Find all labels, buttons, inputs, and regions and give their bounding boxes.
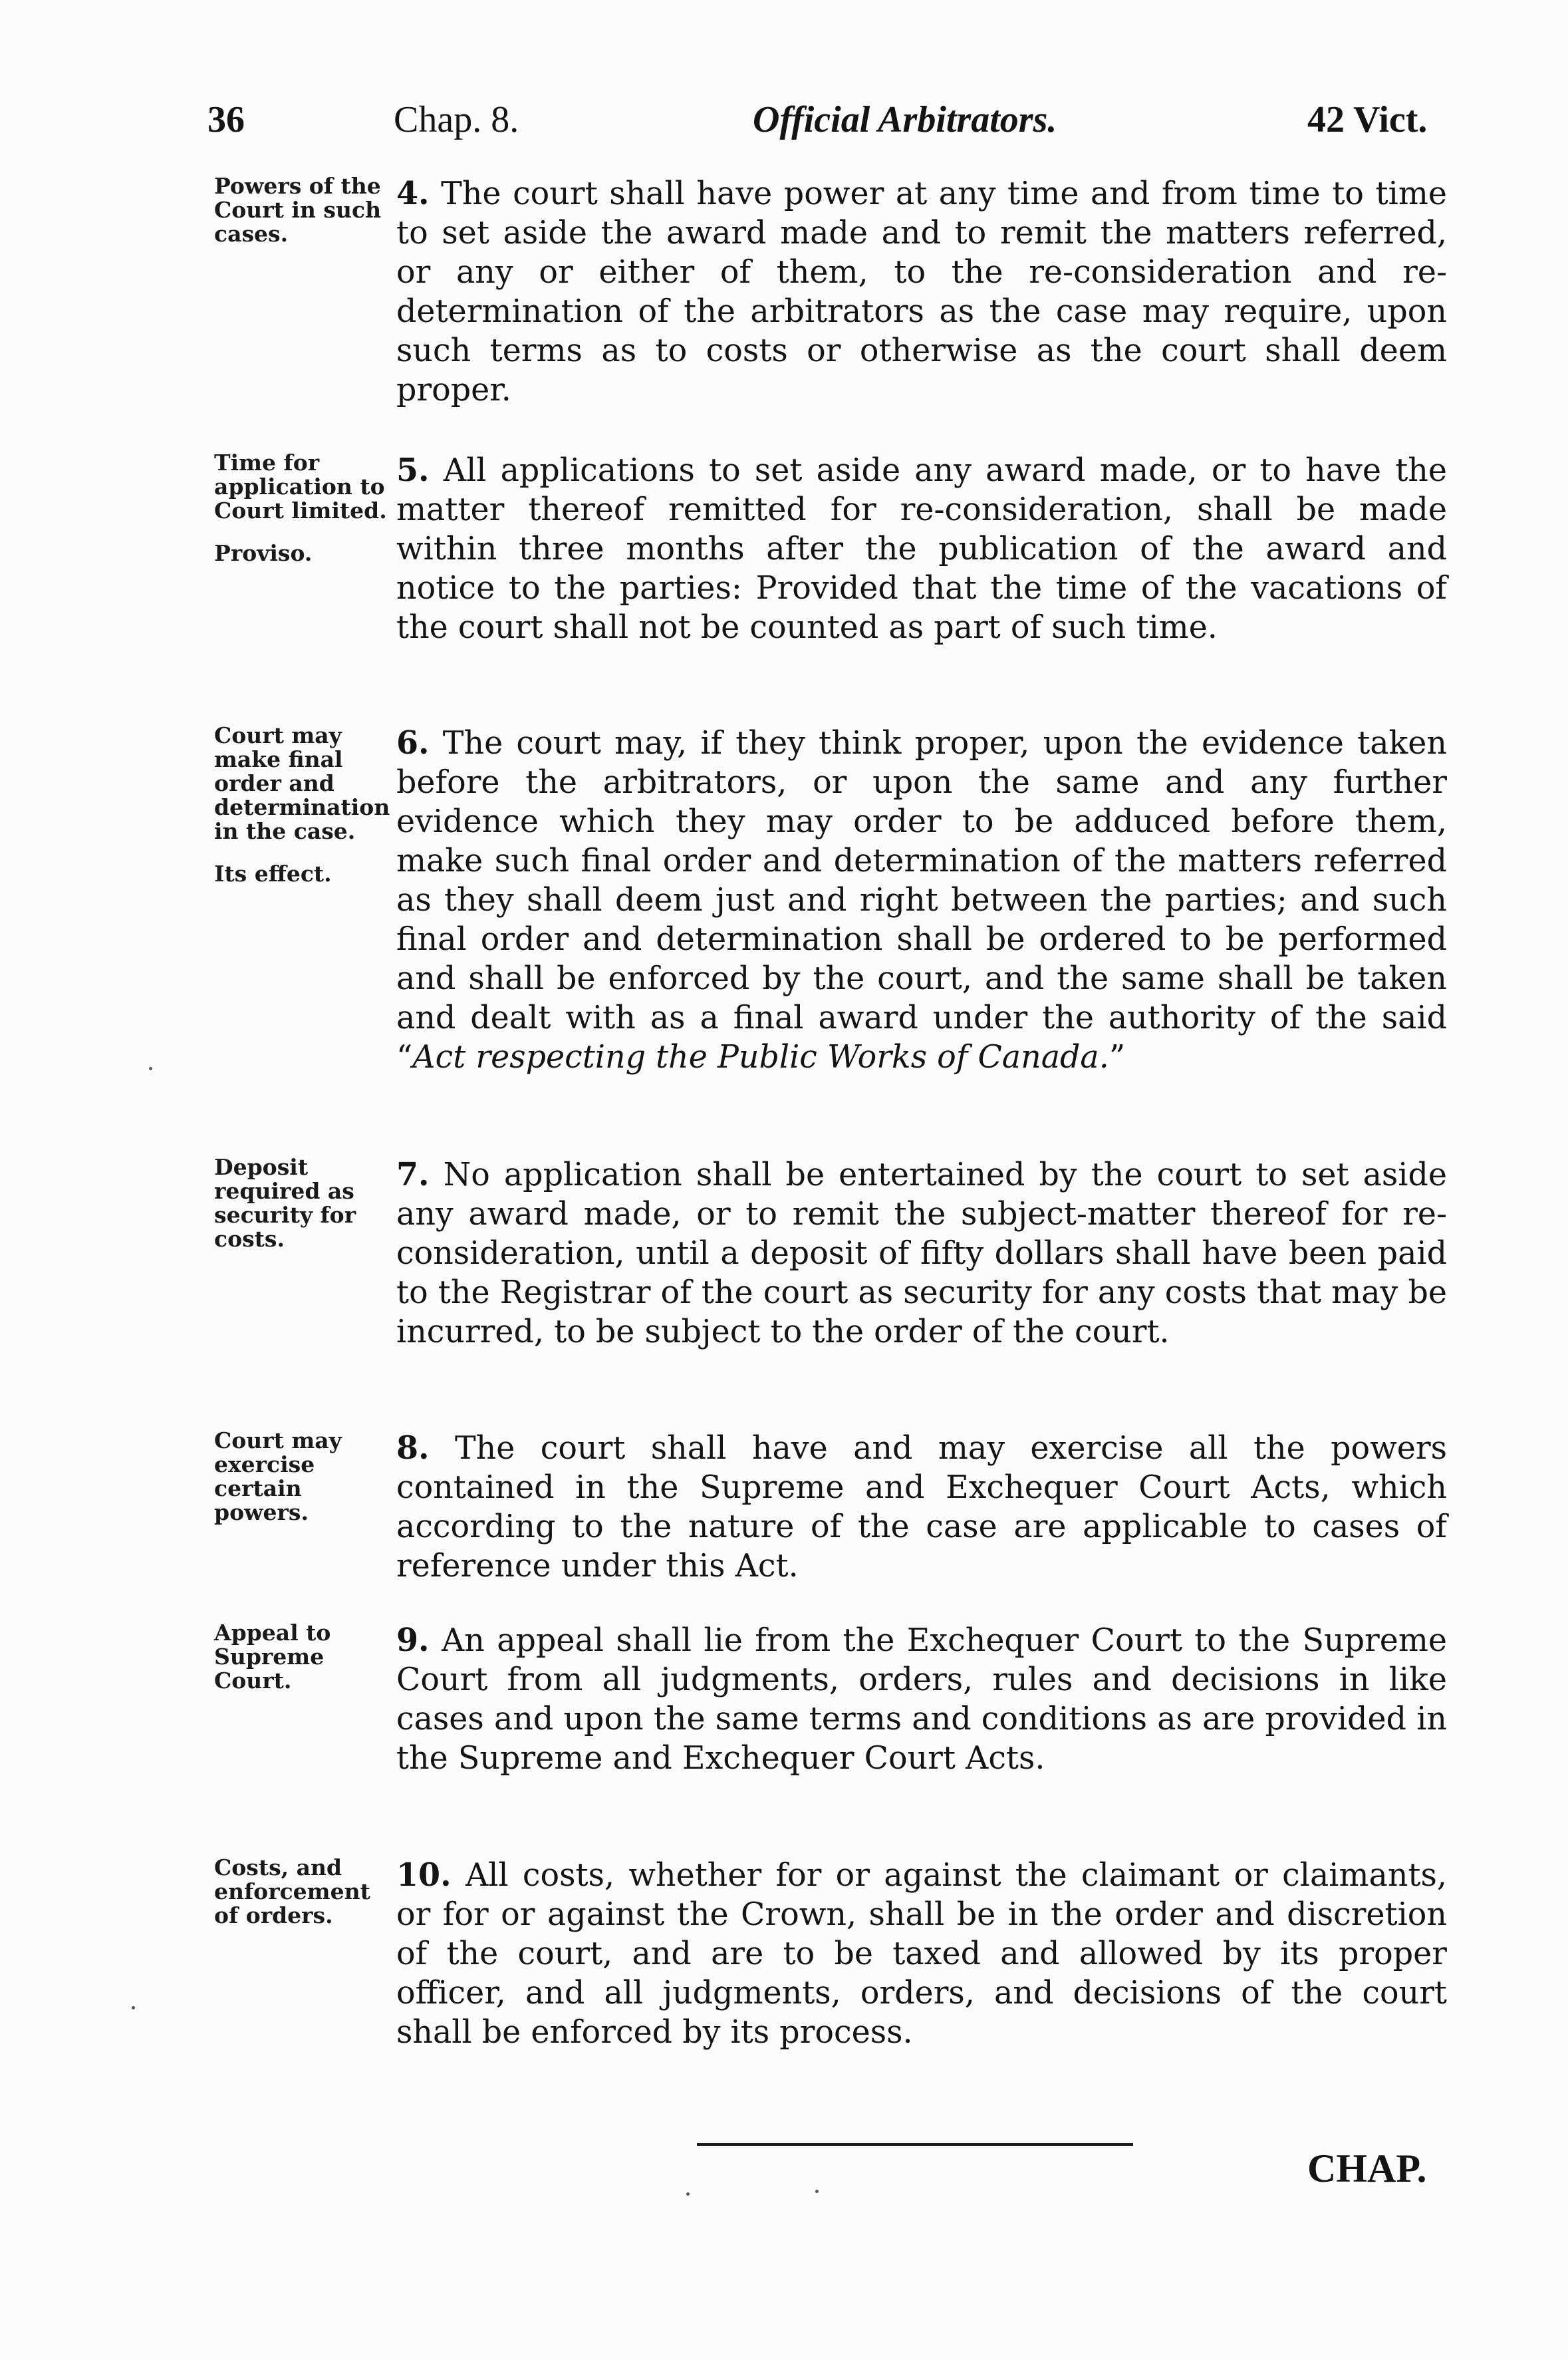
section-text: The court shall have and may exercise all the powers contained in the Supreme and Exchequer Court Acts, which according to the nature of the case are applicable to cases of reference under this Act.	[396, 1430, 1447, 1584]
section-body	[396, 1856, 1447, 2052]
running-title: Official Arbitrators.	[753, 99, 1057, 140]
margin-note-text: Time for application to Court limited.	[214, 450, 387, 523]
margin-note	[214, 451, 387, 565]
margin-note-text: Its effect.	[214, 861, 332, 887]
section-text: All costs, whether for or against the claimant or claimants, or for or against the Crown, shall be in the order and discretion of the court, and are to be taxed and allowed by its proper officer, and all judgments, orders, and decisions of the court shall be enforced by its process.	[396, 1857, 1447, 2051]
print-speck	[686, 2192, 690, 2196]
section-text: An appeal shall lie from the Exchequer Court to the Supreme Court from all judgments, orders, rules and decisions in like cases and upon the same terms and conditions as are provided in the Supreme and Exchequer Court Acts.	[396, 1622, 1447, 1777]
section-text: The court shall have power at any time and from time to time to set aside the award made and to remit the matters referred, or any or either of them, to the re-consideration and re-determination of the arbitrators as the case may require, upon such terms as to costs or otherwise as the court shall deem proper.	[396, 176, 1447, 408]
section-body	[396, 451, 1447, 647]
section-text: All applications to set aside any award made, or to have the matter thereof remitted for re-consideration, shall be made within three months after the publication of the award and notice to the parties: Provided that the time of the vacations of the court shall not be counted as part of such time.	[396, 452, 1447, 646]
section-body	[396, 1621, 1447, 1778]
section-text: No application shall be entertained by the court to set aside any award made, or to remit the subject-matter thereof for re-consideration, until a deposit of fifty dollars shall have been paid to the Registrar of the court as security for any costs that may be incurred, to be subject to the order of the court.	[396, 1157, 1447, 1350]
margin-note	[214, 722, 390, 887]
section-number: 7.	[396, 1156, 430, 1193]
margin-note	[214, 1621, 387, 1693]
section-number: 6.	[396, 724, 430, 762]
print-speck	[149, 1067, 152, 1070]
section-text-end: ”	[1109, 1039, 1126, 1076]
section-number: 9.	[396, 1622, 430, 1659]
section-body	[396, 1155, 1447, 1352]
section-number: 10.	[396, 1856, 452, 1894]
section-body	[396, 174, 1447, 410]
print-speck	[132, 2006, 135, 2009]
section-body	[396, 724, 1447, 1077]
section-number: 5.	[396, 452, 430, 489]
margin-note	[214, 174, 387, 246]
act-title: Act respecting the Public Works of Canada.	[412, 1039, 1109, 1076]
section-body	[396, 1429, 1447, 1586]
margin-note-text: Appeal to Supreme Court.	[214, 1620, 331, 1694]
margin-note-text: Court may make final order and determination in the case.	[214, 722, 390, 844]
margin-note-text: Costs, and enforcement of orders.	[214, 1854, 370, 1928]
print-speck	[815, 2190, 819, 2193]
margin-note-text: Court may exercise certain powers.	[214, 1427, 342, 1525]
margin-note-text: Proviso.	[214, 540, 313, 566]
regnal-year: 42 Vict.	[1307, 99, 1428, 140]
section-number: 8.	[396, 1429, 430, 1467]
running-header	[0, 93, 1568, 146]
section-text: The court may, if they think proper, upon the evidence taken before the arbitrators, or upon the same and any further evidence which they may order to be adduced before them, make such final order and determination of the matters referred as they shall deem just and right between the parties; and such final order and determination shall be ordered to be performed and shall be enforced by the court, and the same shall be taken and dealt with as a final award under the authority of the said “	[396, 725, 1447, 1076]
margin-note	[214, 1429, 387, 1525]
catchword: CHAP.	[1307, 2146, 1427, 2190]
margin-note	[214, 1856, 387, 1928]
margin-note-text: Powers of the Court in such cases.	[214, 173, 382, 247]
chapter-label: Chap. 8.	[394, 99, 519, 140]
closing-rule	[697, 2143, 1133, 2146]
page-number: 36	[207, 99, 245, 140]
section-number: 4.	[396, 175, 430, 212]
margin-note	[214, 1155, 387, 1251]
margin-note-text: Deposit required as security for costs.	[214, 1154, 356, 1252]
